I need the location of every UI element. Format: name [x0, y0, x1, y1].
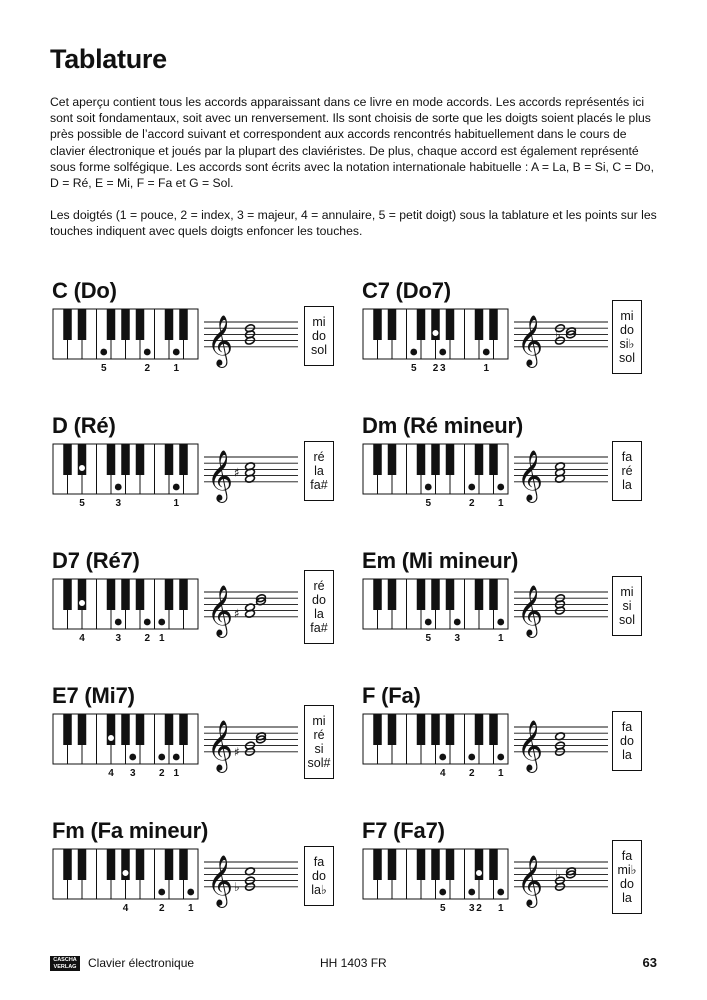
treble-clef-icon: 𝄞	[517, 719, 544, 771]
black-key	[475, 444, 484, 475]
finger-number: 2	[144, 633, 151, 644]
black-key	[63, 444, 72, 475]
solfege-note: do	[312, 869, 326, 883]
finger-number: 1	[187, 903, 194, 914]
finger-number: 5	[439, 903, 446, 914]
sharp-icon: ♯	[234, 744, 240, 759]
finger-dot	[158, 754, 165, 761]
solfege-box	[304, 705, 334, 779]
black-key	[165, 444, 174, 475]
black-key	[417, 444, 426, 475]
solfege-note: do	[620, 877, 634, 891]
finger-dot	[108, 735, 115, 742]
chord-diagram	[362, 413, 662, 533]
treble-clef-icon: 𝄞	[207, 314, 234, 366]
chord-diagram	[52, 818, 352, 938]
chord-diagram	[52, 548, 352, 668]
black-key	[136, 849, 145, 880]
intro-text	[50, 94, 662, 256]
black-key	[165, 849, 174, 880]
fingering	[52, 633, 198, 647]
solfege-box	[612, 441, 642, 501]
keyboard-diagram	[362, 578, 509, 630]
chord-name: F (Fa)	[362, 683, 421, 708]
finger-number: 5	[410, 363, 417, 374]
black-key	[388, 579, 397, 610]
solfege-note: fa	[621, 849, 633, 863]
black-key	[165, 309, 174, 340]
finger-dot	[115, 484, 122, 491]
black-key	[388, 849, 397, 880]
finger-number: 5	[79, 498, 85, 509]
chord-name: E7 (Mi7)	[52, 683, 135, 708]
black-key	[489, 309, 498, 340]
finger-number: 2	[144, 363, 151, 374]
sharp-icon: ♯	[234, 606, 240, 621]
black-key	[107, 309, 116, 340]
solfege-note: mi	[620, 585, 634, 599]
solfege-note: sol	[619, 613, 635, 627]
black-key	[107, 444, 116, 475]
solfege-note: la	[622, 478, 632, 492]
keyboard-diagram	[362, 308, 509, 360]
finger-dot	[173, 484, 180, 491]
finger-dot	[476, 870, 483, 877]
black-key	[107, 849, 116, 880]
black-key	[417, 579, 426, 610]
solfege-note: mi	[312, 315, 326, 329]
fingering	[52, 363, 198, 377]
black-key	[179, 849, 188, 880]
finger-dot	[187, 889, 194, 896]
finger-dot	[144, 619, 151, 626]
finger-dot	[497, 889, 504, 896]
chord-diagram	[362, 683, 662, 803]
finger-number: 5	[425, 498, 432, 509]
staff-notation	[514, 308, 608, 374]
finger-dot	[100, 349, 107, 356]
finger-number: 1	[497, 633, 504, 644]
finger-dot	[158, 889, 165, 896]
finger-dot	[425, 619, 432, 626]
staff-notation	[514, 443, 608, 509]
finger-dot	[410, 349, 417, 356]
flat-icon: ♭	[234, 879, 240, 894]
finger-number: 2	[432, 363, 439, 374]
black-key	[388, 444, 397, 475]
solfege-note: fa#	[310, 478, 328, 492]
black-key	[165, 714, 174, 745]
staff-notation	[204, 713, 298, 779]
finger-number: 1	[173, 768, 180, 779]
treble-clef-icon: 𝄞	[207, 854, 234, 906]
finger-dot	[425, 484, 432, 491]
solfege-note: si	[622, 599, 632, 613]
solfege-note: si	[314, 742, 324, 756]
solfege-box	[304, 306, 334, 366]
solfege-box	[612, 840, 642, 914]
black-key	[179, 579, 188, 610]
publisher-logo: CASCHA VERLAG	[50, 956, 80, 971]
solfege-box	[304, 441, 334, 501]
staff-notation	[514, 848, 608, 914]
keyboard-diagram	[52, 443, 199, 495]
staff-notation	[514, 713, 608, 779]
black-key	[373, 444, 382, 475]
chord-diagram	[362, 278, 662, 398]
black-key	[446, 309, 455, 340]
finger-number: 3	[454, 633, 461, 644]
footer	[50, 955, 657, 971]
solfege-note: do	[620, 734, 634, 748]
solfege-box	[612, 711, 642, 771]
chord-name: C7 (Do7)	[362, 278, 451, 303]
black-key	[63, 849, 72, 880]
black-key	[179, 714, 188, 745]
treble-clef-icon: 𝄞	[517, 584, 544, 636]
black-key	[63, 579, 72, 610]
finger-number: 2	[468, 768, 475, 779]
chord-name: D7 (Ré7)	[52, 548, 140, 573]
solfege-note: do	[620, 323, 634, 337]
solfege-note: mi	[620, 309, 634, 323]
finger-dot	[439, 349, 446, 356]
solfege-note: ré	[313, 579, 325, 593]
black-key	[417, 714, 426, 745]
solfege-note: la	[314, 607, 324, 621]
chord-name: Dm (Ré mineur)	[362, 413, 523, 438]
black-key	[373, 579, 382, 610]
black-key	[431, 714, 440, 745]
black-key	[136, 714, 145, 745]
staff-notation	[204, 578, 298, 644]
finger-number: 2	[468, 498, 475, 509]
chord-diagram	[362, 548, 662, 668]
black-key	[78, 849, 87, 880]
keyboard-diagram	[362, 443, 509, 495]
finger-dot	[122, 870, 129, 877]
finger-number: 1	[497, 498, 504, 509]
black-key	[446, 579, 455, 610]
keyboard-diagram	[362, 713, 509, 765]
solfege-note: ré	[313, 450, 325, 464]
solfege-note: ré	[621, 464, 633, 478]
staff-notation	[204, 308, 298, 374]
keyboard-diagram	[52, 713, 199, 765]
keyboard-diagram	[52, 578, 199, 630]
black-key	[489, 444, 498, 475]
finger-number: 3	[129, 768, 136, 779]
finger-number: 1	[158, 633, 165, 644]
intro-paragraph-2: Les doigtés (1 = pouce, 2 = index, 3 = majeur, 4 = annulaire, 5 = petit doigt) sous la tablature et les points sur les touches indiquent avec quels doigts enfoncer les touches.	[50, 208, 657, 239]
finger-number: 1	[173, 498, 180, 509]
fingering	[362, 498, 508, 512]
finger-dot	[79, 465, 86, 472]
finger-dot	[483, 349, 490, 356]
staff-notation	[204, 848, 298, 914]
finger-number: 5	[425, 633, 432, 644]
black-key	[388, 714, 397, 745]
solfege-note: sol	[619, 351, 635, 365]
black-key	[475, 579, 484, 610]
solfege-note: do	[312, 329, 326, 343]
black-key	[107, 579, 116, 610]
black-key	[475, 714, 484, 745]
finger-number: 3	[115, 633, 122, 644]
black-key	[446, 849, 455, 880]
staff-notation	[204, 443, 298, 509]
finger-dot	[468, 754, 475, 761]
fingering	[362, 768, 508, 782]
solfege-note: la♭	[311, 883, 327, 897]
page-number: 63	[642, 955, 657, 970]
black-key	[136, 579, 145, 610]
black-key	[489, 849, 498, 880]
solfege-note: la	[622, 748, 632, 762]
finger-dot	[432, 330, 439, 337]
solfege-note: fa#	[310, 621, 328, 635]
black-key	[63, 309, 72, 340]
black-key	[165, 579, 174, 610]
solfege-box	[612, 300, 642, 374]
finger-number: 2	[158, 903, 165, 914]
finger-number: 4	[439, 768, 446, 779]
black-key	[446, 714, 455, 745]
finger-dot	[129, 754, 136, 761]
black-key	[373, 849, 382, 880]
finger-number: 3	[115, 498, 122, 509]
solfege-box	[304, 846, 334, 906]
black-key	[417, 309, 426, 340]
finger-number: 3	[468, 903, 475, 914]
finger-number: 1	[497, 903, 504, 914]
catalog-code: HH 1403 FR	[320, 956, 387, 970]
solfege-note: fa	[621, 720, 633, 734]
finger-dot	[173, 754, 180, 761]
treble-clef-icon: 𝄞	[207, 719, 234, 771]
finger-dot	[439, 889, 446, 896]
finger-number: 2	[476, 903, 482, 914]
finger-number: 5	[100, 363, 107, 374]
chord-name: D (Ré)	[52, 413, 116, 438]
chord-name: C (Do)	[52, 278, 117, 303]
treble-clef-icon: 𝄞	[207, 584, 234, 636]
finger-number: 1	[173, 363, 180, 374]
finger-dot	[468, 889, 475, 896]
finger-number: 2	[158, 768, 165, 779]
finger-number: 3	[439, 363, 446, 374]
solfege-note: la	[314, 464, 324, 478]
fingering	[52, 768, 198, 782]
solfege-note: mi	[312, 714, 326, 728]
chord-diagram	[52, 413, 352, 533]
fingering	[52, 903, 198, 917]
solfege-note: do	[312, 593, 326, 607]
black-key	[475, 309, 484, 340]
chord-name: F7 (Fa7)	[362, 818, 445, 843]
chord-name: Fm (Fa mineur)	[52, 818, 209, 843]
finger-dot	[497, 619, 504, 626]
finger-number: 4	[108, 768, 114, 779]
solfege-note: mi♭	[617, 863, 637, 877]
finger-number: 1	[497, 768, 504, 779]
black-key	[121, 579, 130, 610]
black-key	[388, 309, 397, 340]
treble-clef-icon: 𝄞	[207, 449, 234, 501]
finger-dot	[497, 484, 504, 491]
solfege-note: si♭	[619, 337, 635, 351]
finger-number: 1	[483, 363, 490, 374]
finger-dot	[454, 619, 461, 626]
black-key	[136, 309, 145, 340]
chord-diagram	[52, 278, 352, 398]
solfege-box	[304, 570, 334, 644]
solfege-note: sol#	[307, 756, 331, 770]
finger-number: 4	[122, 903, 129, 914]
keyboard-diagram	[52, 848, 199, 900]
treble-clef-icon: 𝄞	[517, 854, 544, 906]
solfege-box	[612, 576, 642, 636]
finger-number: 4	[79, 633, 85, 644]
finger-dot	[79, 600, 86, 607]
black-key	[489, 579, 498, 610]
black-key	[373, 309, 382, 340]
black-key	[417, 849, 426, 880]
finger-dot	[173, 349, 180, 356]
chord-name: Em (Mi mineur)	[362, 548, 519, 573]
solfege-note: sol	[311, 343, 327, 357]
black-key	[179, 444, 188, 475]
finger-dot	[115, 619, 122, 626]
solfege-note: fa	[621, 450, 633, 464]
intro-paragraph-1: Cet aperçu contient tous les accords apparaissant dans ce livre en mode accords. Les accords représentés ici sont soit fondamentaux, soit avec un renversement. Ils sont choisis de sorte que les doigts soient placés le plus près possible de l’accord suivant et correspondent aux accords rencontrés habituellement dans le cours de clavier électronique et joués par la plupart des claviéristes. De plus, chaque accord est également représenté sous forme solfégique. Les accords sont écrits avec la notation internationale habituelle : A = La, B = Si, C = Do, D = Ré, E = Mi, F = Fa et G = Sol.	[50, 95, 654, 191]
chord-diagram	[52, 683, 352, 803]
keyboard-diagram	[52, 308, 199, 360]
black-key	[431, 849, 440, 880]
black-key	[63, 714, 72, 745]
keyboard-diagram	[362, 848, 509, 900]
solfege-note: ré	[313, 728, 325, 742]
finger-dot	[144, 349, 151, 356]
fingering	[362, 363, 508, 377]
sharp-icon: ♯	[234, 465, 240, 480]
staff-notation	[514, 578, 608, 644]
solfege-note: fa	[313, 855, 325, 869]
finger-dot	[497, 754, 504, 761]
fingering	[52, 498, 198, 512]
solfege-note: la	[622, 891, 632, 905]
finger-dot	[158, 619, 165, 626]
fingering	[362, 903, 508, 917]
page-title: Tablature	[50, 44, 167, 74]
black-key	[489, 714, 498, 745]
flat-icon: ♭	[555, 327, 561, 342]
fingering	[362, 633, 508, 647]
black-key	[121, 444, 130, 475]
black-key	[431, 444, 440, 475]
treble-clef-icon: 𝄞	[517, 449, 544, 501]
book-title: Clavier électronique	[88, 956, 195, 970]
finger-dot	[439, 754, 446, 761]
black-key	[431, 579, 440, 610]
black-key	[78, 309, 87, 340]
black-key	[446, 444, 455, 475]
finger-dot	[468, 484, 475, 491]
chord-diagram	[362, 818, 662, 938]
treble-clef-icon: 𝄞	[517, 314, 544, 366]
black-key	[373, 714, 382, 745]
black-key	[78, 714, 87, 745]
flat-icon: ♭	[555, 867, 561, 882]
black-key	[179, 309, 188, 340]
black-key	[121, 309, 130, 340]
black-key	[136, 444, 145, 475]
black-key	[121, 714, 130, 745]
